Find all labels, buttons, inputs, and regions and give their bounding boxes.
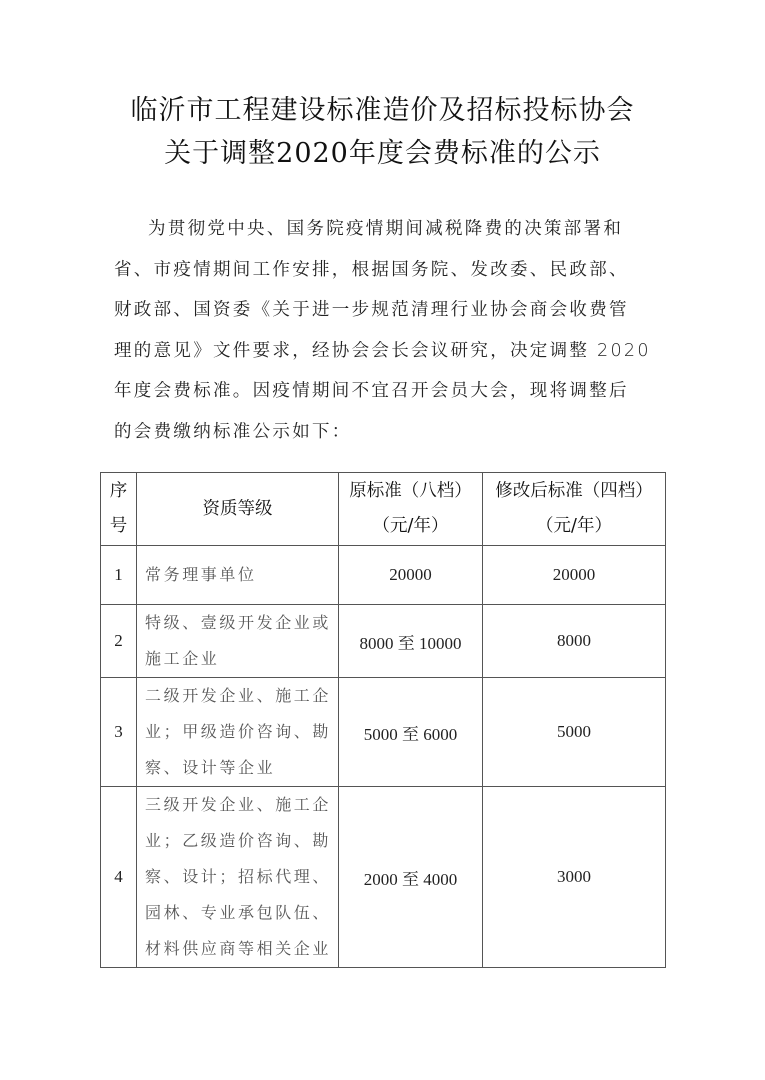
- table-header-row: [101, 473, 666, 546]
- grade-line: 业；乙级造价咨询、勘: [145, 831, 332, 850]
- cell-revised-fee: 8000: [483, 605, 666, 678]
- body-line: 理的意见》文件要求，经协会会长会议研究，决定调整 2020: [114, 340, 651, 361]
- cell-qualification-grade: [137, 605, 339, 678]
- header-revised-line-2: （元/年）: [536, 516, 612, 536]
- body-line: 年度会费标准。因疫情期间不宜召开会员大会，现将调整后: [114, 381, 629, 401]
- body-paragraph: [114, 209, 654, 452]
- body-line: 财政部、国资委《关于进一步规范清理行业协会商会收费管: [114, 300, 629, 320]
- grade-line: 二级开发企业、施工企: [145, 686, 332, 705]
- header-serial-number: [101, 473, 137, 546]
- grade-line: 常务理事单位: [145, 565, 257, 584]
- header-original-line-2: （元/年）: [372, 516, 449, 536]
- table-row: [101, 546, 666, 605]
- header-revised-standard: [483, 473, 666, 546]
- grade-line: 业；甲级造价咨询、勘: [145, 722, 332, 741]
- cell-serial-number: 4: [101, 787, 137, 968]
- cell-serial-number: 3: [101, 678, 137, 787]
- cell-original-fee: 20000: [339, 546, 483, 605]
- cell-serial-number: 1: [101, 546, 137, 605]
- header-serial-line-1: 序: [109, 481, 128, 501]
- cell-original-fee: 8000 至 10000: [339, 605, 483, 678]
- grade-line: 特级、壹级开发企业或: [145, 613, 332, 632]
- grade-line: 察、设计等企业: [145, 758, 276, 777]
- header-qualification-grade: 资质等级: [137, 473, 339, 546]
- cell-original-fee: 2000 至 4000: [339, 787, 483, 968]
- cell-original-fee: 5000 至 6000: [339, 678, 483, 787]
- cell-qualification-grade: [137, 787, 339, 968]
- body-line: 为贯彻党中央、国务院疫情期间减税降费的决策部署和: [148, 219, 624, 239]
- cell-serial-number: 2: [101, 605, 137, 678]
- header-serial-line-2: 号: [109, 516, 128, 536]
- cell-revised-fee: 3000: [483, 787, 666, 968]
- grade-line: 三级开发企业、施工企: [145, 795, 332, 814]
- cell-revised-fee: 20000: [483, 546, 666, 605]
- cell-qualification-grade: [137, 546, 339, 605]
- table-row: [101, 678, 666, 787]
- grade-line: 材料供应商等相关企业: [145, 939, 332, 958]
- document-title-line-2: 关于调整2020年度会费标准的公示: [164, 138, 601, 169]
- grade-line: 施工企业: [145, 649, 220, 668]
- header-original-standard: [339, 473, 483, 546]
- header-original-line-1: 原标准（八档）: [349, 481, 472, 501]
- document-title-line-1: 临沂市工程建设标准造价及招标投标协会: [130, 95, 635, 126]
- table-row: [101, 605, 666, 678]
- grade-line: 园林、专业承包队伍、: [145, 903, 332, 922]
- grade-line: 察、设计；招标代理、: [145, 867, 332, 886]
- body-line: 省、市疫情期间工作安排，根据国务院、发改委、民政部、: [114, 259, 629, 280]
- table-row: [101, 787, 666, 968]
- cell-revised-fee: 5000: [483, 678, 666, 787]
- header-revised-line-1: 修改后标准（四档）: [495, 481, 653, 501]
- body-line: 的会费缴纳标准公示如下：: [114, 421, 352, 442]
- cell-qualification-grade: [137, 678, 339, 787]
- fee-standard-table: [100, 472, 666, 968]
